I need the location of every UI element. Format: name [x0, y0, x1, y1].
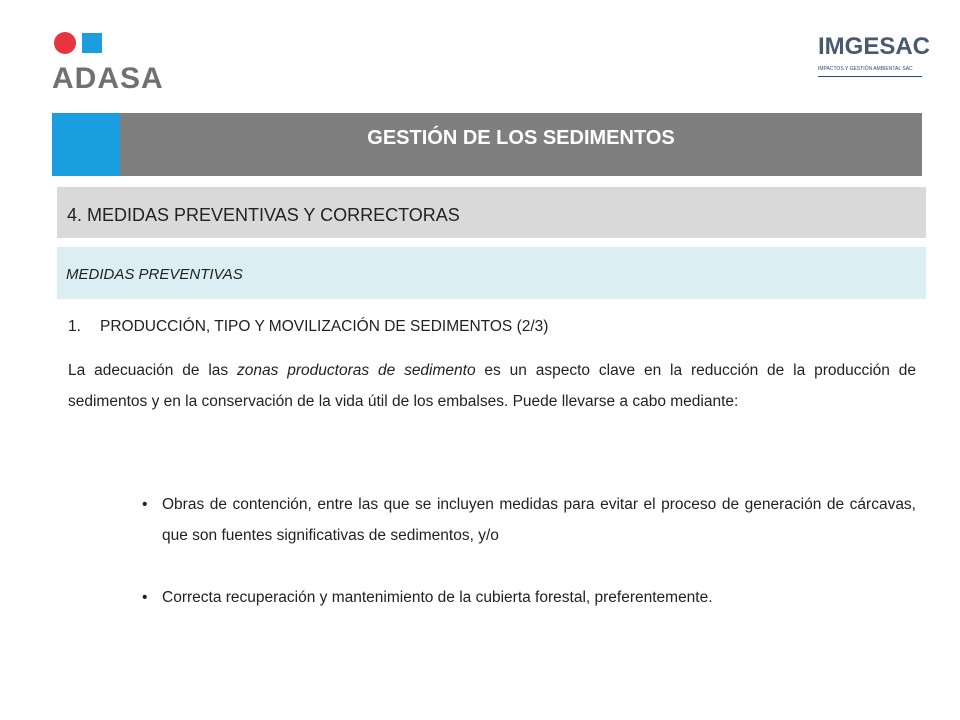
imgesac-logo-text: IMGESAC	[818, 33, 931, 60]
section-bar	[57, 187, 926, 238]
list-item-text: Obras de contención, entre las que se incluyen medidas para evitar el proceso de generación de cárcavas, que son fuentes significativas de sedimentos, y/o	[162, 496, 916, 544]
paragraph-text-before: La adecuación de las	[68, 362, 238, 379]
list-item-text: Correcta recuperación y mantenimiento de la cubierta forestal, preferentemente.	[162, 589, 713, 606]
subsection-bar	[57, 247, 926, 299]
body-paragraph	[68, 355, 916, 417]
list-item	[140, 489, 916, 551]
item-number: 1.	[68, 318, 81, 335]
list-item	[140, 582, 916, 613]
bullet-list	[140, 489, 916, 613]
paragraph-text-after: es un aspecto clave en la reducción de la producción de sedimentos y en la conservación de la vida útil de los embalses. Puede llevarse a cabo mediante:	[68, 362, 916, 410]
bullet-icon: •	[142, 589, 148, 606]
title-accent-block	[52, 113, 120, 176]
item-title: PRODUCCIÓN, TIPO Y MOVILIZACIÓN DE SEDIMENTOS (2/3)	[100, 318, 549, 335]
item-heading	[68, 318, 548, 336]
imgesac-logo	[818, 32, 930, 94]
imgesac-logo-subtitle: IMPACTOS Y GESTIÓN AMBIENTAL SAC	[818, 66, 913, 72]
blue-square-icon	[82, 33, 102, 53]
section-title: 4. MEDIDAS PREVENTIVAS Y CORRECTORAS	[67, 205, 460, 225]
bullet-icon: •	[142, 496, 148, 513]
title-bar	[52, 113, 922, 176]
subsection-title: MEDIDAS PREVENTIVAS	[66, 266, 243, 283]
adasa-logo	[52, 32, 182, 94]
paragraph-emphasis: zonas productoras de sedimento	[237, 362, 476, 379]
page-title: GESTIÓN DE LOS SEDIMENTOS	[367, 127, 675, 149]
imgesac-logo-underline	[818, 76, 922, 77]
adasa-logo-text: ADASA	[52, 62, 164, 95]
red-circle-icon	[54, 32, 76, 54]
